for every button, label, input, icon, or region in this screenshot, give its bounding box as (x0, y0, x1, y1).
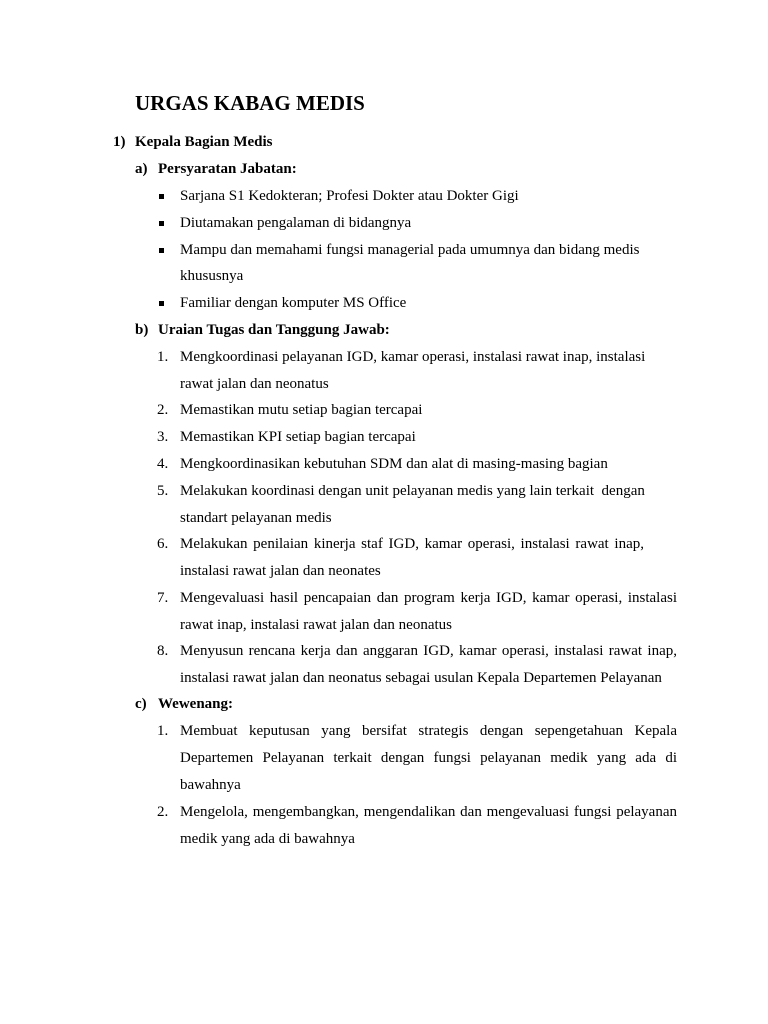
subsection-number: a) (135, 161, 148, 177)
numbered-item-text: Melakukan koordinasi dengan unit pelayanan medis yang lain terkait dengan (180, 483, 645, 499)
numbered-item-text: Mengkoordinasi pelayanan IGD, kamar operasi, instalasi rawat inap, instalasi (180, 349, 646, 365)
numbered-item-text: rawat inap, instalasi rawat jalan dan neonatus (180, 617, 452, 633)
subsection-label: Persyaratan Jabatan: (158, 161, 297, 177)
list-item: Diutamakan pengalaman di bidangnya (180, 215, 412, 231)
numbered-item-text: instalasi rawat jalan dan neonatus sebagai usulan Kepala Departemen Pelayanan (180, 670, 662, 686)
numbered-item-text: Mengelola, mengembangkan, mengendalikan dan mengevaluasi fungsi pelayanan (180, 804, 677, 820)
numbered-item-number: 5. (157, 483, 169, 499)
numbered-item-number: 1. (157, 723, 169, 739)
numbered-item-text: standart pelayanan medis (180, 510, 332, 526)
numbered-item-text: instalasi rawat jalan dan neonates (180, 563, 381, 579)
numbered-item-number: 8. (157, 643, 169, 659)
subsection-label: Uraian Tugas dan Tanggung Jawab: (158, 322, 390, 338)
numbered-item-text: Melakukan penilaian kinerja staf IGD, kamar operasi, instalasi rawat inap, (180, 536, 644, 552)
subsection-number: c) (135, 696, 147, 712)
bullet-icon (159, 194, 164, 199)
list-item: Mampu dan memahami fungsi managerial pada umumnya dan bidang medis (180, 242, 640, 258)
numbered-item-number: 3. (157, 429, 169, 445)
numbered-item-number: 7. (157, 590, 169, 606)
document-title: URGAS KABAG MEDIS (135, 91, 365, 115)
list-item: Familiar dengan komputer MS Office (180, 295, 407, 311)
numbered-item-text: Departemen Pelayanan terkait dengan fungsi pelayanan medik yang ada di (180, 750, 677, 766)
numbered-item-number: 1. (157, 349, 169, 365)
numbered-item-text: Mengevaluasi hasil pencapaian dan program kerja IGD, kamar operasi, instalasi (180, 590, 677, 606)
numbered-item-text: medik yang ada di bawahnya (180, 831, 355, 847)
numbered-item-text: bawahnya (180, 777, 241, 793)
list-item: Sarjana S1 Kedokteran; Profesi Dokter atau Dokter Gigi (180, 188, 519, 204)
section-label: Kepala Bagian Medis (135, 134, 273, 150)
list-item-continuation: khususnya (180, 268, 244, 284)
numbered-item-number: 6. (157, 536, 169, 552)
bullet-icon (159, 248, 164, 253)
bullet-icon (159, 301, 164, 306)
numbered-item-text: Mengkoordinasikan kebutuhan SDM dan alat di masing-masing bagian (180, 456, 608, 472)
numbered-item-text: Memastikan KPI setiap bagian tercapai (180, 429, 416, 445)
section-number: 1) (113, 134, 126, 150)
subsection-label: Wewenang: (158, 696, 233, 712)
numbered-item-number: 4. (157, 456, 169, 472)
numbered-item-number: 2. (157, 402, 169, 418)
subsection-number: b) (135, 322, 149, 338)
numbered-item-text: Memastikan mutu setiap bagian tercapai (180, 402, 423, 418)
numbered-item-text: Menyusun rencana kerja dan anggaran IGD, kamar operasi, instalasi rawat inap, (180, 643, 677, 659)
bullet-icon (159, 221, 164, 226)
numbered-item-number: 2. (157, 804, 169, 820)
numbered-item-text: Membuat keputusan yang bersifat strategis dengan sepengetahuan Kepala (180, 723, 677, 739)
numbered-item-text: rawat jalan dan neonatus (180, 376, 329, 392)
